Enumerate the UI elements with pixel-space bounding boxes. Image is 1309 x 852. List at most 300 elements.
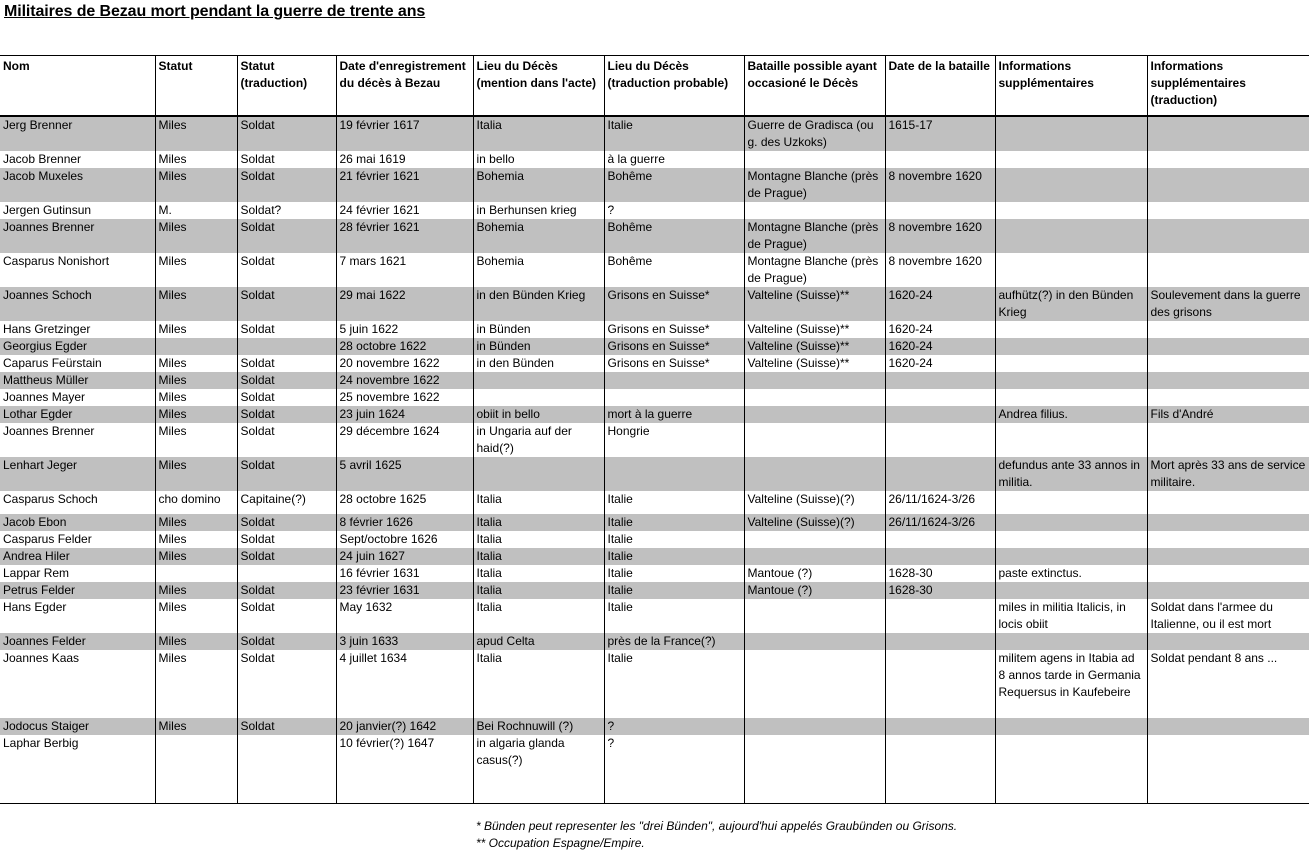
- cell-informations-traduction: Soulevement dans la guerre des grisons: [1147, 287, 1309, 321]
- table-row: [0, 287, 1309, 321]
- table-row: [0, 582, 1309, 599]
- cell-bataille: Valteline (Suisse)**: [744, 287, 885, 321]
- cell-statut: Miles: [155, 219, 237, 253]
- cell-lieu-traduction: mort à la guerre: [604, 406, 744, 423]
- cell-lieu-traduction: [604, 372, 744, 389]
- cell-statut: Miles: [155, 168, 237, 202]
- cell-nom: Caparus Feürstain: [3, 356, 102, 370]
- cell-date-enregistrement: 20 janvier(?) 1642: [336, 718, 473, 735]
- table-row: [0, 355, 1309, 372]
- cell-nom: Jacob Ebon: [0, 514, 155, 531]
- cell-statut: M.: [155, 202, 237, 219]
- table-row: [0, 599, 1309, 633]
- cell-lieu-mention: Italia: [473, 650, 604, 718]
- cell-statut: Miles: [155, 633, 237, 650]
- cell-informations-traduction: [1147, 168, 1309, 202]
- cell-statut-traduction: Soldat: [237, 168, 336, 202]
- cell-lieu-traduction: Italie: [604, 599, 744, 633]
- table-row: [0, 321, 1309, 338]
- col-header-nom: Nom: [0, 56, 155, 117]
- table-row: [0, 548, 1309, 565]
- cell-bataille: [744, 202, 885, 219]
- cell-nom: Jerg Brenner: [0, 116, 155, 151]
- table-row: [0, 457, 1309, 491]
- cell-bataille: [744, 650, 885, 718]
- cell-date-bataille: 26/11/1624-3/26: [885, 514, 995, 531]
- cell-lieu-traduction: Bohême: [604, 219, 744, 253]
- cell-date-enregistrement: 7 mars 1621: [336, 253, 473, 287]
- cell-nom: Jergen Gutinsun: [3, 203, 92, 217]
- cell-lieu-traduction: Grisons en Suisse*: [604, 287, 744, 321]
- cell-bataille: [744, 633, 885, 650]
- cell-date-bataille: 1615-17: [885, 116, 995, 151]
- cell-informations: [995, 548, 1147, 565]
- cell-lieu-traduction: Bohême: [604, 253, 744, 287]
- cell-date-bataille: [885, 202, 995, 219]
- cell-statut: Miles: [155, 406, 237, 423]
- cell-statut: Miles: [155, 321, 237, 338]
- cell-lieu-mention: in den Bünden Krieg: [473, 287, 604, 321]
- cell-lieu-traduction: Italie: [604, 491, 744, 514]
- cell-lieu-mention: in Berhunsen krieg: [473, 202, 604, 219]
- col-header-informations: Informations supplémentaires: [995, 56, 1147, 117]
- table-row: [0, 491, 1309, 514]
- col-header-date-enregistrement: Date d'enregistrement du décès à Bezau: [336, 56, 473, 117]
- cell-bataille: Mantoue (?): [744, 565, 885, 582]
- cell-lieu-mention: in bello: [473, 151, 604, 168]
- cell-bataille: [744, 423, 885, 457]
- cell-informations: defundus ante 33 annos in militia.: [995, 457, 1147, 491]
- cell-bataille: Valteline (Suisse)(?): [744, 514, 885, 531]
- cell-informations: [995, 633, 1147, 650]
- cell-lieu-mention: obiit in bello: [473, 406, 604, 423]
- footnote-bunden: * Bünden peut representer les "drei Bünden", aujourd'hui appelés Graubünden ou Grisons.: [476, 819, 958, 833]
- cell-nom: Andrea Hiler: [0, 548, 155, 565]
- cell-nom: Georgius Egder: [0, 338, 155, 355]
- cell-bataille: [744, 718, 885, 735]
- cell-lieu-traduction: Italie: [604, 531, 744, 548]
- cell-bataille: Montagne Blanche (près de Prague): [744, 219, 885, 253]
- table-row: [0, 151, 1309, 168]
- cell-date-bataille: [885, 735, 995, 804]
- cell-statut-traduction: Soldat?: [237, 202, 336, 219]
- cell-bataille: Valteline (Suisse)**: [744, 321, 885, 338]
- table-row: [0, 718, 1309, 735]
- cell-date-bataille: 8 novembre 1620: [885, 253, 995, 287]
- table-row: [0, 253, 1309, 287]
- cell-informations-traduction: [1147, 548, 1309, 565]
- cell-statut: Miles: [155, 423, 237, 457]
- cell-nom: Casparus Schoch: [3, 492, 98, 506]
- cell-nom: Casparus Felder: [3, 532, 92, 546]
- cell-bataille: [744, 389, 885, 406]
- cell-statut-traduction: Soldat: [237, 372, 336, 389]
- table-row: [0, 531, 1309, 548]
- cell-informations: aufhütz(?) in den Bünden Krieg: [995, 287, 1147, 321]
- cell-nom: Joannes Brenner: [3, 424, 95, 438]
- cell-lieu-mention: [473, 457, 604, 491]
- cell-date-enregistrement: 24 novembre 1622: [336, 372, 473, 389]
- cell-lieu-mention: in algaria glanda casus(?): [473, 735, 604, 804]
- cell-date-enregistrement: 16 février 1631: [336, 565, 473, 582]
- cell-statut: Miles: [155, 151, 237, 168]
- cell-lieu-mention: Italia: [473, 582, 604, 599]
- cell-nom: Joannes Kaas: [3, 651, 80, 665]
- table-row: [0, 423, 1309, 457]
- col-header-date-bataille: Date de la bataille: [885, 56, 995, 117]
- cell-lieu-mention: [473, 389, 604, 406]
- cell-bataille: [744, 151, 885, 168]
- cell-statut: Miles: [155, 599, 237, 633]
- cell-informations-traduction: [1147, 565, 1309, 582]
- cell-statut: Miles: [155, 718, 237, 735]
- cell-informations: [995, 718, 1147, 735]
- cell-statut-traduction: [237, 565, 336, 582]
- col-header-lieu-traduction: Lieu du Décès (traduction probable): [604, 56, 744, 117]
- cell-date-bataille: [885, 406, 995, 423]
- cell-statut: Miles: [155, 582, 237, 599]
- cell-date-enregistrement: 28 février 1621: [336, 219, 473, 253]
- cell-date-enregistrement: 24 février 1621: [336, 202, 473, 219]
- cell-statut-traduction: Soldat: [237, 423, 336, 457]
- cell-date-enregistrement: 24 juin 1627: [336, 548, 473, 565]
- cell-date-bataille: [885, 650, 995, 718]
- table-row: [0, 168, 1309, 202]
- cell-bataille: [744, 457, 885, 491]
- cell-date-bataille: [885, 599, 995, 633]
- page-title: Militaires de Bezau mort pendant la guerre de trente ans: [4, 3, 426, 20]
- table-row: [0, 406, 1309, 423]
- cell-date-enregistrement: 23 février 1631: [336, 582, 473, 599]
- cell-informations-traduction: Soldat dans l'armee du Italienne, ou il est mort: [1147, 599, 1309, 633]
- cell-lieu-mention: Italia: [473, 548, 604, 565]
- cell-lieu-mention: Italia: [473, 599, 604, 633]
- cell-bataille: Valteline (Suisse)**: [744, 355, 885, 372]
- cell-informations: paste extinctus.: [995, 565, 1147, 582]
- cell-date-bataille: [885, 531, 995, 548]
- cell-date-enregistrement: 5 avril 1625: [336, 457, 473, 491]
- cell-informations: [995, 116, 1147, 151]
- cell-statut-traduction: [237, 735, 336, 804]
- cell-lieu-traduction: Italie: [604, 650, 744, 718]
- cell-date-enregistrement: 25 novembre 1622: [336, 389, 473, 406]
- cell-lieu-traduction: Italie: [604, 514, 744, 531]
- cell-nom: Laphar Berbig: [0, 735, 155, 804]
- soldiers-table: [0, 55, 1309, 804]
- cell-statut-traduction: Soldat: [237, 650, 336, 718]
- cell-date-enregistrement: 29 décembre 1624: [336, 423, 473, 457]
- cell-date-bataille: 1620-24: [885, 287, 995, 321]
- cell-lieu-mention: Bohemia: [473, 219, 604, 253]
- cell-date-bataille: 1620-24: [885, 355, 995, 372]
- cell-date-enregistrement: 8 février 1626: [336, 514, 473, 531]
- cell-date-bataille: [885, 389, 995, 406]
- cell-date-bataille: 8 novembre 1620: [885, 219, 995, 253]
- cell-date-enregistrement: 5 juin 1622: [336, 321, 473, 338]
- cell-informations: [995, 253, 1147, 287]
- cell-informations-traduction: [1147, 531, 1309, 548]
- cell-date-enregistrement: 10 février(?) 1647: [336, 735, 473, 804]
- cell-statut-traduction: Soldat: [237, 253, 336, 287]
- cell-nom: Joannes Brenner: [0, 219, 155, 253]
- cell-lieu-mention: Italia: [473, 565, 604, 582]
- cell-lieu-traduction: [604, 389, 744, 406]
- cell-date-bataille: 1628-30: [885, 565, 995, 582]
- cell-bataille: Montagne Blanche (près de Prague): [744, 168, 885, 202]
- cell-lieu-traduction: Italie: [604, 116, 744, 151]
- cell-statut-traduction: Soldat: [237, 355, 336, 372]
- cell-statut: [155, 735, 237, 804]
- cell-informations-traduction: [1147, 514, 1309, 531]
- cell-nom: Joannes Felder: [0, 633, 155, 650]
- table-row: [0, 202, 1309, 219]
- cell-lieu-mention: in den Bünden: [473, 355, 604, 372]
- cell-bataille: Montagne Blanche (près de Prague): [744, 253, 885, 287]
- table-row: [0, 116, 1309, 151]
- cell-statut: Miles: [155, 548, 237, 565]
- cell-informations: Andrea filius.: [995, 406, 1147, 423]
- cell-informations-traduction: [1147, 718, 1309, 735]
- col-header-lieu-mention: Lieu du Décès (mention dans l'acte): [473, 56, 604, 117]
- cell-statut-traduction: Soldat: [237, 151, 336, 168]
- cell-date-enregistrement: 4 juillet 1634: [336, 650, 473, 718]
- cell-lieu-mention: Bohemia: [473, 168, 604, 202]
- cell-statut: Miles: [155, 650, 237, 718]
- cell-date-bataille: [885, 423, 995, 457]
- cell-date-enregistrement: 28 octobre 1622: [336, 338, 473, 355]
- cell-statut-traduction: Soldat: [237, 219, 336, 253]
- cell-informations: [995, 423, 1147, 457]
- table-row: [0, 372, 1309, 389]
- cell-date-bataille: [885, 548, 995, 565]
- col-header-informations-traduction: Informations supplémentaires (traduction): [1147, 56, 1309, 117]
- table-row: [0, 514, 1309, 531]
- cell-date-bataille: [885, 457, 995, 491]
- cell-date-bataille: 1620-24: [885, 321, 995, 338]
- cell-lieu-mention: Italia: [473, 514, 604, 531]
- cell-date-enregistrement: 19 février 1617: [336, 116, 473, 151]
- cell-date-bataille: [885, 718, 995, 735]
- cell-date-bataille: 1620-24: [885, 338, 995, 355]
- cell-nom: Lappar Rem: [3, 566, 70, 580]
- cell-statut-traduction: Soldat: [237, 718, 336, 735]
- cell-lieu-mention: [473, 372, 604, 389]
- cell-nom: Lothar Egder: [0, 406, 155, 423]
- cell-statut: Miles: [155, 355, 237, 372]
- cell-informations: [995, 151, 1147, 168]
- cell-lieu-traduction: Grisons en Suisse*: [604, 321, 744, 338]
- cell-statut-traduction: Capitaine(?): [237, 491, 336, 514]
- cell-lieu-mention: Italia: [473, 116, 604, 151]
- cell-nom: Joannes Mayer: [3, 390, 86, 404]
- cell-lieu-traduction: Bohême: [604, 168, 744, 202]
- cell-informations: [995, 514, 1147, 531]
- cell-statut-traduction: Soldat: [237, 633, 336, 650]
- cell-date-enregistrement: 28 octobre 1625: [336, 491, 473, 514]
- cell-lieu-traduction: à la guerre: [604, 151, 744, 168]
- cell-nom: Lenhart Jeger: [0, 457, 155, 491]
- col-header-bataille: Bataille possible ayant occasioné le Décès: [744, 56, 885, 117]
- cell-informations-traduction: [1147, 116, 1309, 151]
- cell-statut-traduction: Soldat: [237, 514, 336, 531]
- cell-nom: Hans Egder: [3, 600, 67, 614]
- cell-bataille: [744, 531, 885, 548]
- cell-nom: Jacob Brenner: [3, 152, 82, 166]
- cell-informations-traduction: [1147, 423, 1309, 457]
- col-header-statut: Statut: [155, 56, 237, 117]
- cell-informations-traduction: [1147, 582, 1309, 599]
- cell-bataille: Valteline (Suisse)(?): [744, 491, 885, 514]
- table-row: [0, 565, 1309, 582]
- table-row: [0, 633, 1309, 650]
- cell-informations-traduction: Fils d'André: [1147, 406, 1309, 423]
- cell-lieu-traduction: ?: [604, 735, 744, 804]
- cell-date-bataille: [885, 151, 995, 168]
- cell-informations: militem agens in Itabia ad 8 annos tarde in Germania Requersus in Kaufebeire: [995, 650, 1147, 718]
- cell-date-enregistrement: Sept/octobre 1626: [336, 531, 473, 548]
- cell-statut: Miles: [155, 531, 237, 548]
- cell-statut-traduction: Soldat: [237, 116, 336, 151]
- cell-nom: Casparus Nonishort: [3, 254, 110, 268]
- cell-nom: Hans Gretzinger: [3, 322, 91, 336]
- cell-informations: miles in militia Italicis, in locis obiit: [995, 599, 1147, 633]
- table-row: [0, 735, 1309, 804]
- cell-lieu-traduction: ?: [604, 202, 744, 219]
- cell-nom: Jacob Muxeles: [0, 168, 155, 202]
- cell-informations-traduction: [1147, 735, 1309, 804]
- footnote-occupation: ** Occupation Espagne/Empire.: [476, 836, 645, 850]
- cell-lieu-mention: Bohemia: [473, 253, 604, 287]
- cell-date-enregistrement: 21 février 1621: [336, 168, 473, 202]
- cell-nom: Mattheus Müller: [0, 372, 155, 389]
- cell-bataille: [744, 599, 885, 633]
- cell-statut-traduction: Soldat: [237, 389, 336, 406]
- cell-informations-traduction: [1147, 355, 1309, 372]
- cell-date-bataille: [885, 372, 995, 389]
- cell-lieu-traduction: Grisons en Suisse*: [604, 355, 744, 372]
- cell-informations: [995, 338, 1147, 355]
- cell-informations-traduction: [1147, 372, 1309, 389]
- cell-date-bataille: 1628-30: [885, 582, 995, 599]
- cell-lieu-traduction: Italie: [604, 548, 744, 565]
- cell-informations: [995, 735, 1147, 804]
- cell-informations: [995, 219, 1147, 253]
- cell-informations: [995, 202, 1147, 219]
- cell-informations-traduction: Mort après 33 ans de service militaire.: [1147, 457, 1309, 491]
- cell-statut: Miles: [155, 287, 237, 321]
- cell-informations-traduction: Soldat pendant 8 ans ...: [1147, 650, 1309, 718]
- cell-lieu-mention: Italia: [473, 491, 604, 514]
- col-header-statut-traduction: Statut (traduction): [237, 56, 336, 117]
- cell-lieu-mention: Bei Rochnuwill (?): [473, 718, 604, 735]
- cell-bataille: [744, 406, 885, 423]
- cell-lieu-mention: in Ungaria auf der haid(?): [473, 423, 604, 457]
- table-row: [0, 650, 1309, 718]
- cell-statut: Miles: [155, 514, 237, 531]
- table-row: [0, 389, 1309, 406]
- header-row: [0, 56, 1309, 117]
- cell-informations-traduction: [1147, 338, 1309, 355]
- cell-statut: Miles: [155, 253, 237, 287]
- cell-lieu-traduction: Hongrie: [604, 423, 744, 457]
- table-row: [0, 338, 1309, 355]
- cell-statut-traduction: Soldat: [237, 457, 336, 491]
- cell-informations-traduction: [1147, 389, 1309, 406]
- cell-statut-traduction: Soldat: [237, 548, 336, 565]
- cell-date-bataille: [885, 633, 995, 650]
- cell-informations: [995, 389, 1147, 406]
- cell-informations: [995, 168, 1147, 202]
- cell-statut: Miles: [155, 116, 237, 151]
- cell-statut-traduction: Soldat: [237, 599, 336, 633]
- cell-informations-traduction: [1147, 202, 1309, 219]
- cell-lieu-mention: in Bünden: [473, 338, 604, 355]
- cell-lieu-traduction: près de la France(?): [604, 633, 744, 650]
- cell-informations: [995, 321, 1147, 338]
- cell-informations: [995, 582, 1147, 599]
- cell-statut-traduction: Soldat: [237, 321, 336, 338]
- table-row: [0, 219, 1309, 253]
- cell-lieu-traduction: Italie: [604, 565, 744, 582]
- cell-date-enregistrement: 26 mai 1619: [336, 151, 473, 168]
- cell-informations: [995, 355, 1147, 372]
- cell-lieu-mention: in Bünden: [473, 321, 604, 338]
- cell-date-enregistrement: 29 mai 1622: [336, 287, 473, 321]
- cell-informations-traduction: [1147, 219, 1309, 253]
- cell-informations-traduction: [1147, 253, 1309, 287]
- cell-informations-traduction: [1147, 633, 1309, 650]
- cell-lieu-traduction: Italie: [604, 582, 744, 599]
- cell-lieu-traduction: Grisons en Suisse*: [604, 338, 744, 355]
- cell-nom: Jodocus Staiger: [0, 718, 155, 735]
- cell-bataille: Guerre de Gradisca (ou g. des Uzkoks): [744, 116, 885, 151]
- cell-lieu-traduction: ?: [604, 718, 744, 735]
- cell-informations-traduction: [1147, 151, 1309, 168]
- cell-statut: [155, 565, 237, 582]
- cell-lieu-mention: Italia: [473, 531, 604, 548]
- cell-informations: [995, 372, 1147, 389]
- footnotes: [476, 818, 957, 852]
- cell-statut: Miles: [155, 372, 237, 389]
- cell-nom: Petrus Felder: [0, 582, 155, 599]
- cell-statut-traduction: [237, 338, 336, 355]
- cell-statut-traduction: Soldat: [237, 287, 336, 321]
- cell-date-enregistrement: 3 juin 1633: [336, 633, 473, 650]
- cell-date-enregistrement: May 1632: [336, 599, 473, 633]
- cell-statut: cho domino: [155, 491, 237, 514]
- cell-statut: Miles: [155, 457, 237, 491]
- cell-statut: [155, 338, 237, 355]
- cell-informations-traduction: [1147, 491, 1309, 514]
- cell-nom: Joannes Schoch: [0, 287, 155, 321]
- cell-statut: Miles: [155, 389, 237, 406]
- cell-informations: [995, 531, 1147, 548]
- cell-bataille: [744, 548, 885, 565]
- cell-informations: [995, 491, 1147, 514]
- cell-lieu-traduction: [604, 457, 744, 491]
- cell-statut-traduction: Soldat: [237, 582, 336, 599]
- cell-bataille: [744, 735, 885, 804]
- cell-informations-traduction: [1147, 321, 1309, 338]
- cell-statut-traduction: Soldat: [237, 406, 336, 423]
- cell-statut-traduction: Soldat: [237, 531, 336, 548]
- cell-date-bataille: 26/11/1624-3/26: [885, 491, 995, 514]
- cell-bataille: Mantoue (?): [744, 582, 885, 599]
- cell-bataille: Valteline (Suisse)**: [744, 338, 885, 355]
- cell-lieu-mention: apud Celta: [473, 633, 604, 650]
- cell-bataille: [744, 372, 885, 389]
- cell-date-enregistrement: 23 juin 1624: [336, 406, 473, 423]
